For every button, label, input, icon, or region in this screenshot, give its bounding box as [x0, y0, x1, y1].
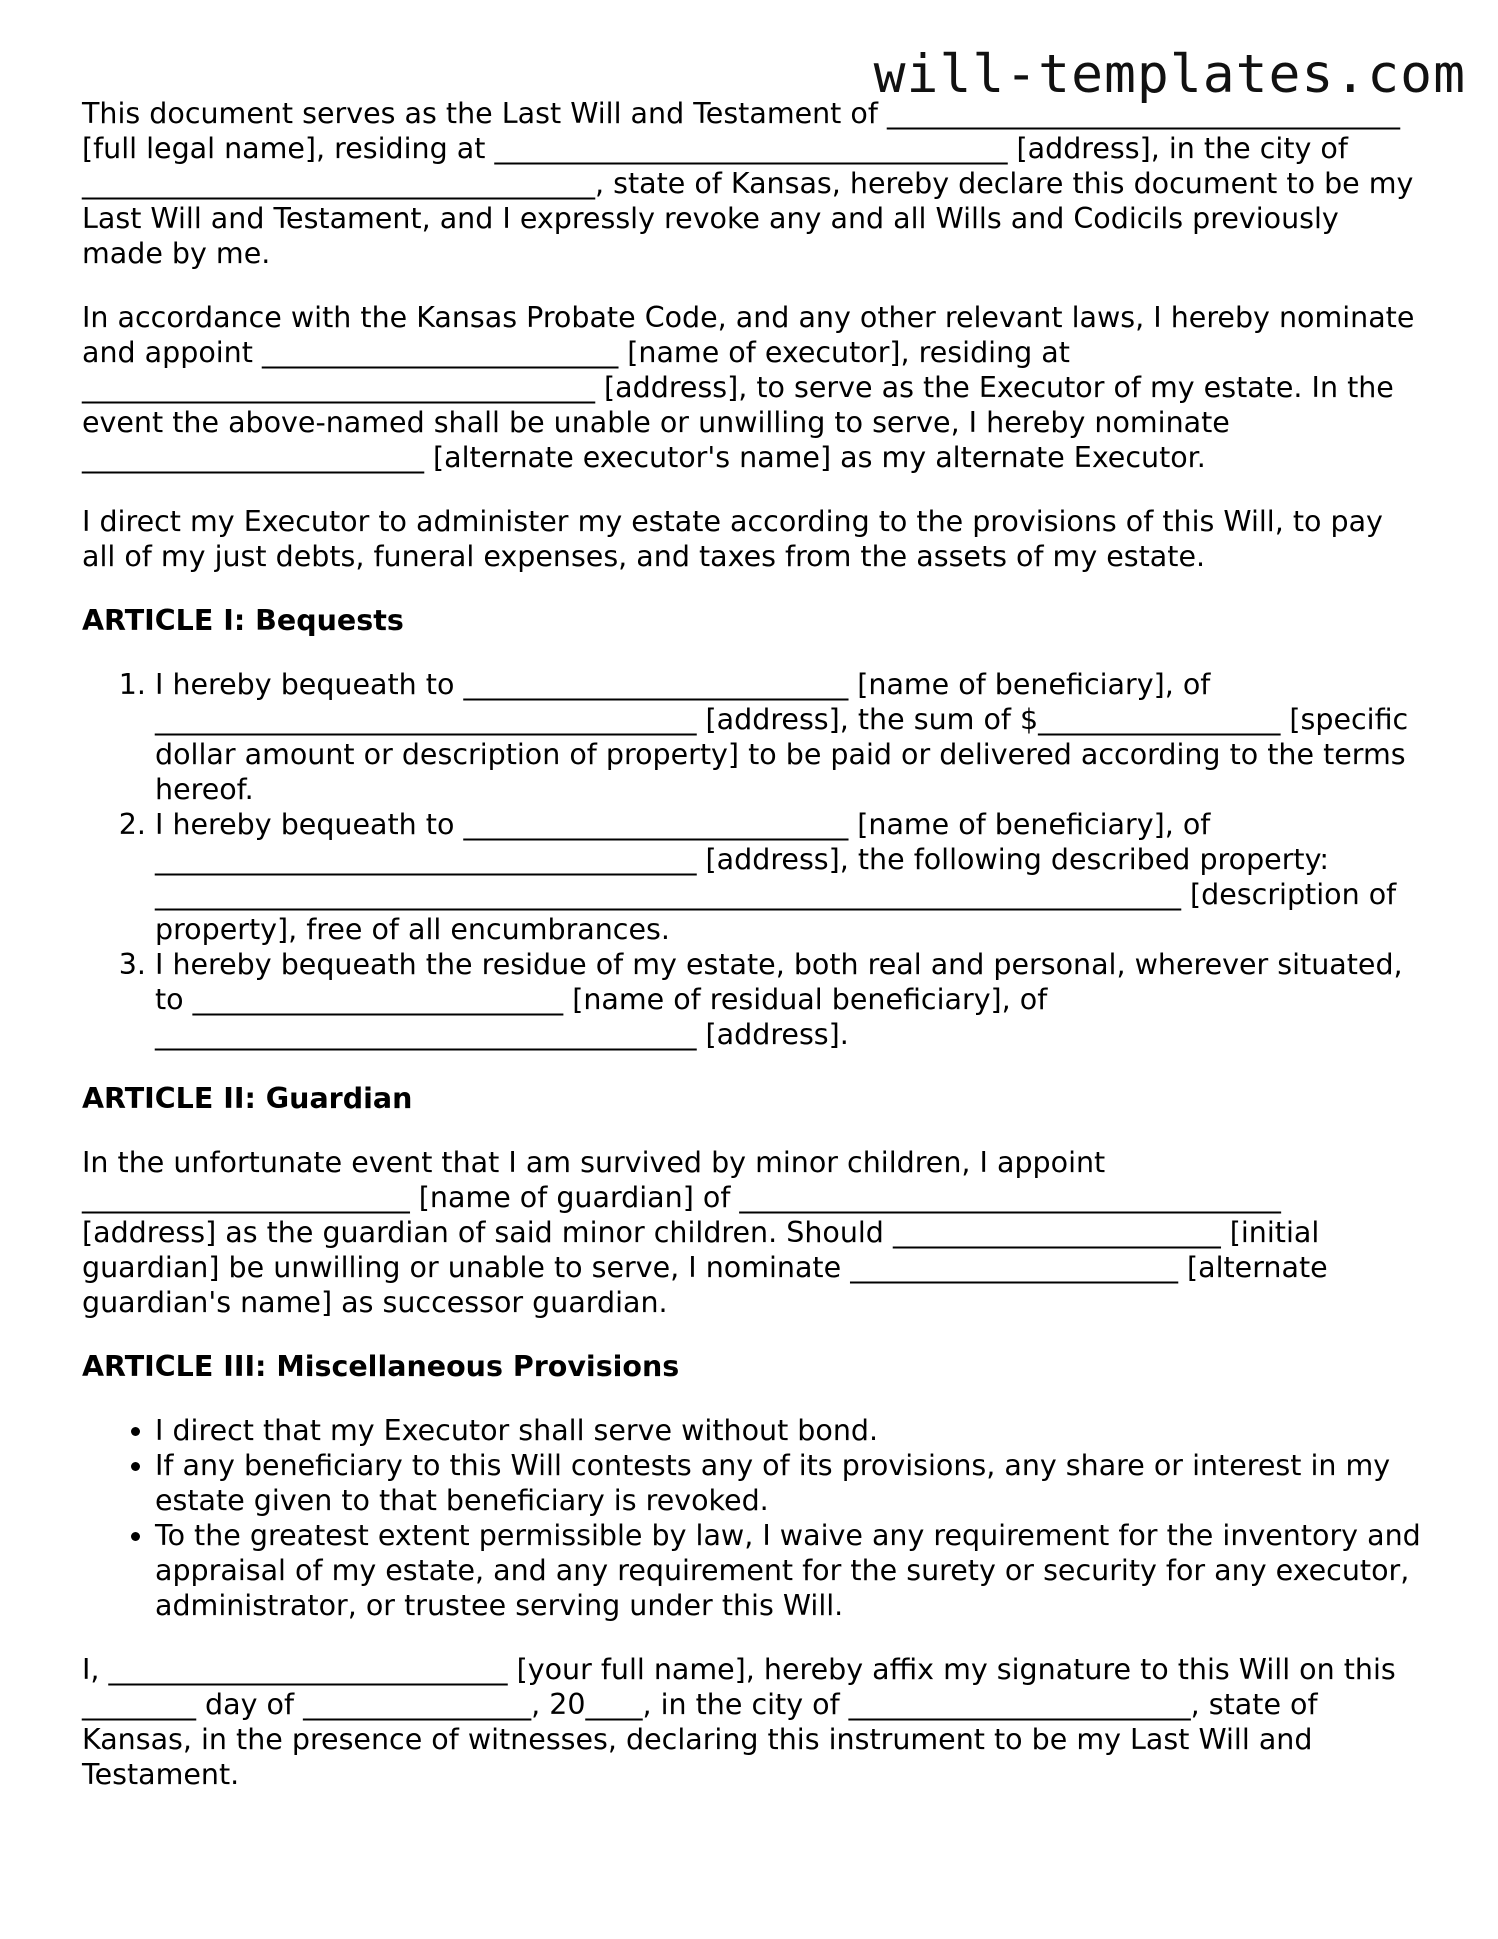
provision-item-3: • To the greatest extent permissible by law, I waive any requirement for the inventory and appraisal of my estate, and any requirement for the surety or security for any executor, administrator, or trustee serving under this Will. — [155, 1518, 1422, 1623]
bequest-item-1: 1. I hereby bequeath to ___________________________ [name of beneficiary], of ______________________________________ [address], the sum of $_________________ [specific dollar amount or description of property] to be paid or delivered according to the terms hereof. — [155, 667, 1422, 807]
provisions-list — [82, 1413, 1422, 1623]
article-2-heading: ARTICLE II: Guardian — [82, 1082, 413, 1115]
bequests-list — [82, 667, 1422, 1052]
intro-paragraph: This document serves as the Last Will and Testament of ____________________________________ [full legal name], residing at ____________________________________ [address], in the city of ____________________________________, state of Kansas, hereby declare this document to be my Last Will and Testament, and I expressly revoke any and all Wills and Codicils previously made by me. — [82, 97, 1414, 270]
article-3-heading: ARTICLE III: Miscellaneous Provisions — [82, 1350, 680, 1383]
article-1-heading: ARTICLE I: Bequests — [82, 604, 404, 637]
signature-paragraph: I, ____________________________ [your full name], hereby affix my signature to this Will on this ________ day of ________________, 20____, in the city of ________________________, state of Kansas, in the presence of witnesses, declaring this instrument to be my Last Will and Testament. — [82, 1653, 1396, 1791]
watermark: will-templates.com — [873, 44, 1466, 105]
guardian-paragraph: In the unfortunate event that I am survived by minor children, I appoint _______________________ [name of guardian] of ______________________________________ [address] as the guardian of said minor children. Should _______________________ [initial guardian] be unwilling or unable to serve, I nominate _______________________ [alternate guardian's name] as successor guardian. — [82, 1146, 1328, 1319]
direction-paragraph: I direct my Executor to administer my estate according to the provisions of this Will, to pay all of my just debts, funeral expenses, and taxes from the assets of my estate. — [82, 505, 1383, 573]
provision-item-1: • I direct that my Executor shall serve without bond. — [155, 1413, 1422, 1448]
bequest-item-3: 3. I hereby bequeath the residue of my estate, both real and personal, wherever situated, to __________________________ [name of residual beneficiary], of ______________________________________ [address]. — [155, 947, 1422, 1052]
bequest-item-2: 2. I hereby bequeath to ___________________________ [name of beneficiary], of ______________________________________ [address], the following described property: ________________________________________________________________________ [description of property], free of all encumbrances. — [155, 807, 1422, 947]
provision-item-2: • If any beneficiary to this Will contests any of its provisions, any share or interest in my estate given to that beneficiary is revoked. — [155, 1448, 1422, 1518]
executor-paragraph: In accordance with the Kansas Probate Code, and any other relevant laws, I hereby nominate and appoint _________________________ [name of executor], residing at ____________________________________ [address], to serve as the Executor of my estate. In the event the above-named shall be unable or unwilling to serve, I hereby nominate ________________________ [alternate executor's name] as my alternate Executor. — [82, 301, 1415, 474]
will-document — [82, 96, 1422, 1821]
